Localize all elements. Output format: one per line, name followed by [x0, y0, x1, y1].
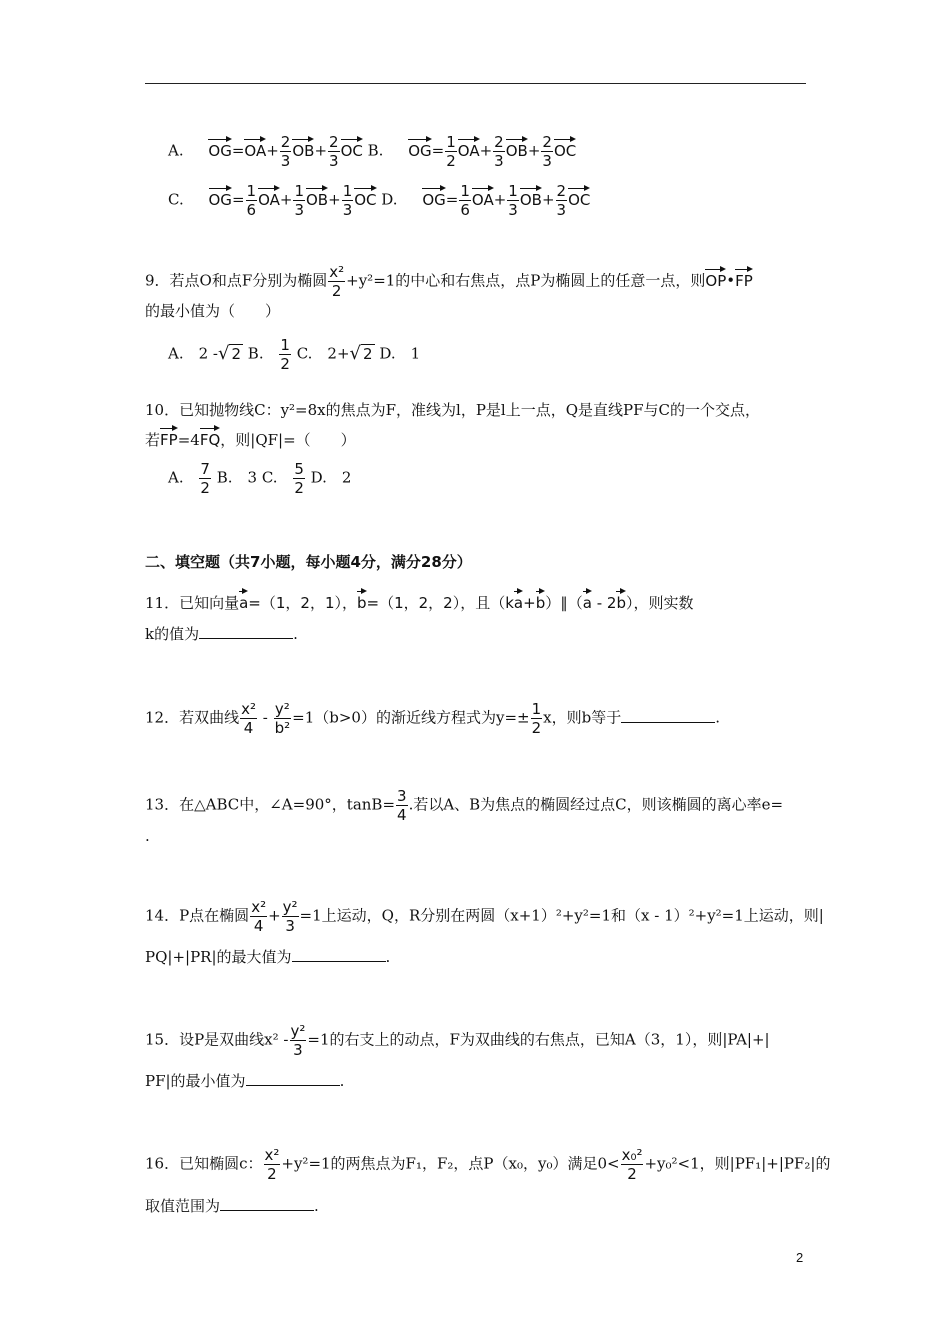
- fraction: $\frac{2}{3}$: [542, 133, 552, 170]
- question-13-line-1: 13．在△ABC中，∠A=90°，tanB= $\frac{3}{4}$ .若以A、B为焦点的椭圆经过点C，则该椭圆的离心率e=: [145, 787, 784, 824]
- fraction: $\frac{7}{2}$: [200, 460, 210, 497]
- vector-og: OG: [208, 135, 231, 161]
- vector-oc: OC: [354, 184, 376, 210]
- fraction: $\frac{1}{6}$: [460, 182, 470, 219]
- fraction: $\frac{1}{3}$: [294, 182, 304, 219]
- fraction: $\frac{\text{y²}}{3}$: [282, 898, 298, 935]
- option-a-label: A.: [168, 141, 184, 160]
- question-13-line-2: .: [145, 827, 150, 845]
- question-10-options: A. $\frac{7}{2}$ B. 3 C. $\frac{5}{2}$ D. 2: [168, 460, 352, 497]
- question-9-line-1: 9．若点O和点F分别为椭圆 $\frac{\text{x²}}{2}$ +y²=1的中心和右焦点，点P为椭圆上的任意一点，则OP•FP: [145, 263, 753, 300]
- fraction: $\frac{2}{3}$: [329, 133, 339, 170]
- vector-ob: OB: [292, 135, 314, 161]
- q8-options-cd: C. OG= $\frac{1}{6}$ OA+ $\frac{1}{3}$ OB+ $\frac{1}{3}$ OC D. OG= $\frac{1}{6}$ OA+ $\frac{1}{3}$ OB+ $\frac{2}{3}$ OC: [168, 182, 591, 219]
- answer-blank[interactable]: [246, 1072, 340, 1086]
- option-d-label: D.: [381, 190, 398, 209]
- fraction: $\frac{2}{3}$: [556, 182, 567, 219]
- fraction: $\frac{1}{2}$: [446, 133, 456, 170]
- fraction: $\frac{1}{6}$: [246, 182, 257, 219]
- fraction: $\frac{1}{3}$: [508, 182, 518, 219]
- question-10-line-1: 10．已知抛物线C：y²=8x的焦点为F，准线为l，P是l上一点，Q是直线PF与C的一个交点，: [145, 401, 760, 419]
- sqrt: √ 2: [349, 342, 373, 364]
- question-14-line-1: 14．P点在椭圆 $\frac{\text{x²}}{4}$ + $\frac{\text{y²}}{3}$ =1上运动，Q，R分别在两圆（x+1）²+y²=1和（x - 1）²+y²=1上运动，则|: [145, 898, 824, 935]
- vector-og: OG: [209, 184, 232, 210]
- question-14-line-2: PQ|+|PR|的最大值为 .: [145, 948, 391, 966]
- vector-fp: FP: [160, 424, 178, 450]
- fraction: $\frac{3}{4}$: [397, 787, 407, 824]
- vector-ob: OB: [506, 135, 528, 161]
- fraction: $\frac{2}{3}$: [280, 133, 291, 170]
- vector-oa: OA: [244, 135, 266, 161]
- q8-options-ab: A. OG=OA+ $\frac{2}{3}$ OB+ $\frac{2}{3}$ OC B. OG= $\frac{1}{2}$ OA+ $\frac{2}{3}$ OB+ $\frac{2}{3}$ OC: [168, 133, 577, 170]
- vector-a: a: [583, 587, 592, 613]
- vector-oa: OA: [472, 184, 494, 210]
- fraction: $\frac{2}{3}$: [494, 133, 504, 170]
- vector-ob: OB: [520, 184, 542, 210]
- vector-oc: OC: [341, 135, 363, 161]
- fraction: $\frac{\text{x²}}{2}$: [264, 1146, 280, 1183]
- fraction: $\frac{5}{2}$: [294, 460, 304, 497]
- question-10-line-2: 若FP=4FQ，则|QF|=（ ）: [145, 424, 356, 450]
- fraction: $\frac{\text{y²}}{3}$: [290, 1022, 306, 1059]
- header-rule: [145, 83, 806, 84]
- question-15-line-1: 15．设P是双曲线x² - $\frac{\text{y²}}{3}$ =1的右支上的动点，F为双曲线的右焦点，已知A（3，1），则|PA|+|: [145, 1022, 770, 1059]
- vector-fp: FP: [735, 265, 753, 291]
- question-11-line-1: 11．已知向量a=（1，2，1），b=（1，2，2），且（ka+b）∥（a - 2b），则实数: [145, 587, 694, 613]
- question-12: 12．若双曲线 $\frac{\text{x²}}{4}$ - $\frac{\text{y²}}{\text{b²}}$ =1（b>0）的渐近线方程式为y=± $\frac{1}{2}$ x，则b等于 .: [145, 700, 720, 737]
- vector-oc: OC: [554, 135, 576, 161]
- answer-blank[interactable]: [621, 709, 715, 723]
- vector-oc: OC: [568, 184, 590, 210]
- vector-ob: OB: [306, 184, 328, 210]
- option-c-label: C.: [168, 190, 184, 209]
- vector-a: a: [239, 587, 248, 613]
- section-heading: 二、填空题（共7小题，每小题4分，满分28分）: [145, 553, 472, 571]
- answer-blank[interactable]: [220, 1197, 314, 1211]
- question-15-line-2: PF|的最小值为 .: [145, 1072, 345, 1090]
- vector-a: a: [514, 587, 523, 613]
- vector-b: b: [536, 587, 546, 613]
- answer-blank[interactable]: [292, 948, 386, 962]
- fraction: $\frac{1}{2}$: [531, 700, 542, 737]
- vector-oa: OA: [258, 184, 280, 210]
- page-number: 2: [796, 1250, 804, 1265]
- answer-blank[interactable]: [199, 625, 293, 639]
- vector-fq: FQ: [200, 424, 220, 450]
- fraction: $\frac{\text{x²}}{2}$: [329, 263, 345, 300]
- vector-oa: OA: [458, 135, 480, 161]
- sqrt: √ 2: [217, 342, 242, 364]
- fraction: $\frac{\text{x²}}{4}$: [241, 700, 256, 737]
- question-9-options: A. 2 -√ 2 B. $\frac{1}{2}$ C. 2+√ 2 D. 1: [168, 336, 421, 373]
- fraction: $\frac{1}{3}$: [342, 182, 353, 219]
- vector-og: OG: [408, 135, 431, 161]
- fraction: $\frac{1}{2}$: [280, 336, 290, 373]
- vector-op: OP: [705, 265, 726, 291]
- fraction: $\frac{\text{x²}}{4}$: [251, 898, 267, 935]
- vector-b: b: [357, 587, 367, 613]
- question-16-line-1: 16．已知椭圆c： $\frac{\text{x²}}{2}$ +y²=1的两焦点为F₁，F₂，点P（x₀，y₀）满足0< $\frac{\text{x₀²}}{2}$ +y₀²<1，则|PF₁|+|PF₂|的: [145, 1146, 831, 1183]
- fraction: $\frac{\text{y²}}{\text{b²}}$: [274, 700, 291, 737]
- vector-b: b: [616, 587, 626, 613]
- option-b-label: B.: [367, 141, 384, 160]
- fraction: $\frac{\text{x₀²}}{2}$: [621, 1146, 643, 1183]
- vector-og: OG: [422, 184, 445, 210]
- question-11-line-2: k的值为 .: [145, 625, 298, 643]
- question-9-line-2: 的最小值为（ ）: [145, 302, 281, 320]
- question-16-line-2: 取值范围为 .: [145, 1197, 319, 1215]
